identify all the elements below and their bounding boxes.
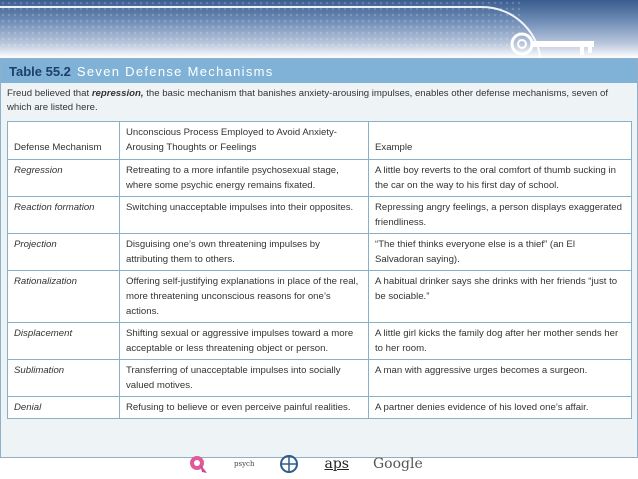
process-cell: Disguising one’s own threatening impulses by attributing them to others. (120, 234, 369, 271)
process-cell: Switching unacceptable impulses into their opposites. (120, 197, 369, 234)
example-cell: A habitual drinker says she drinks with her friends “just to be sociable.” (369, 271, 632, 323)
banner-curve (0, 6, 542, 58)
table-number: Table 55.2 (9, 63, 71, 79)
table-row (8, 160, 632, 197)
table-title: Seven Defense Mechanisms (76, 63, 274, 79)
process-cell: Offering self-justifying explanations in place of the real, more threatening unconscious reasons for one’s actions. (120, 271, 369, 323)
footer-logos (188, 452, 468, 476)
table-header-row (8, 122, 632, 160)
mechanism-cell: Projection (8, 234, 120, 271)
intro-after: the basic mechanism that banishes anxiety-arousing impulses, enables other defense mechanisms, seven of which are listed here. (7, 88, 609, 113)
google-logo: Google (372, 456, 423, 472)
mechanism-cell: Reaction formation (8, 197, 120, 234)
table-row (8, 360, 632, 397)
mechanism-cell: Displacement (8, 323, 120, 360)
ribbon-icon (188, 454, 210, 474)
intro-text (7, 87, 629, 115)
key-icon (500, 30, 600, 58)
header-defense-mechanism: Defense Mechanism (8, 122, 120, 160)
process-cell: Shifting sexual or aggressive impulses toward a more acceptable or less threatening object or person. (120, 323, 369, 360)
top-banner (0, 0, 638, 58)
table-row (8, 197, 632, 234)
mechanism-cell: Denial (8, 397, 120, 419)
table-row (8, 323, 632, 360)
example-cell: A little boy reverts to the oral comfort of thumb sucking in the car on the way to his first day of school. (369, 160, 632, 197)
aps-logo: aps (324, 456, 349, 472)
table-caption (1, 59, 637, 83)
example-cell: Repressing angry feelings, a person displays exaggerated friendliness. (369, 197, 632, 234)
table-row (8, 271, 632, 323)
process-cell: Retreating to a more infantile psychosexual stage, where some psychic energy remains fixated. (120, 160, 369, 197)
mechanism-cell: Sublimation (8, 360, 120, 397)
process-cell: Refusing to believe or even perceive painful realities. (120, 397, 369, 419)
process-cell: Transferring of unacceptable impulses into socially valued motives. (120, 360, 369, 397)
intro-before: Freud believed that (7, 88, 92, 99)
mechanism-cell: Regression (8, 160, 120, 197)
table-row (8, 234, 632, 271)
psych-logo: psych (234, 459, 255, 468)
globe-icon (278, 454, 300, 474)
intro-emphasis: repression, (91, 88, 144, 99)
table-row (8, 397, 632, 419)
example-cell: A partner denies evidence of his loved one’s affair. (369, 397, 632, 419)
example-cell: A man with aggressive urges becomes a surgeon. (369, 360, 632, 397)
table-panel (0, 58, 638, 458)
mechanism-cell: Rationalization (8, 271, 120, 323)
example-cell: “The thief thinks everyone else is a thief” (an El Salvadoran saying). (369, 234, 632, 271)
example-cell: A little girl kicks the family dog after her mother sends her to her room. (369, 323, 632, 360)
defense-mechanisms-table (7, 121, 632, 419)
header-example: Example (369, 122, 632, 160)
header-process: Unconscious Process Employed to Avoid Anxiety-Arousing Thoughts or Feelings (120, 122, 369, 160)
